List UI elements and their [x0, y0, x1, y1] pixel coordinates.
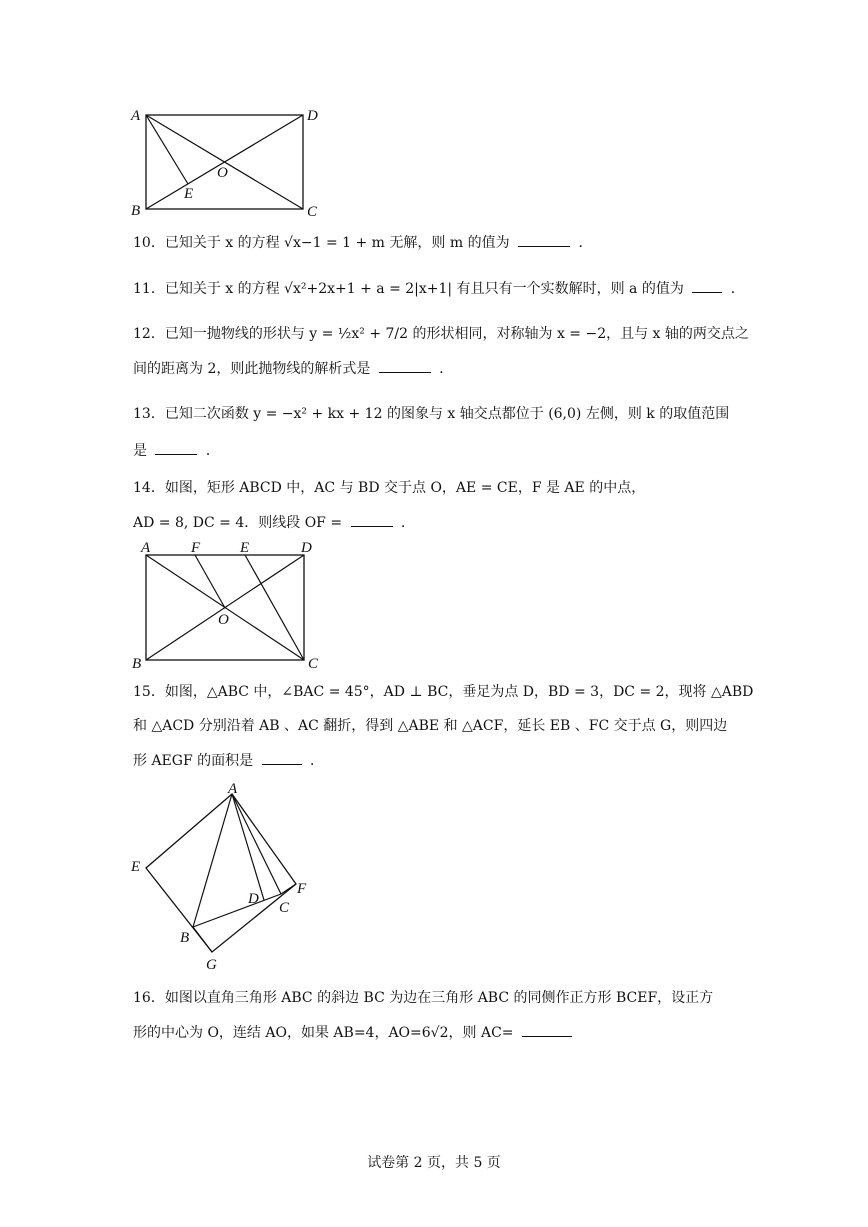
q15-line1: 15．如图，△ABC 中，∠BAC = 45°，AD ⊥ BC，垂足为点 D，BD = 3，DC = 2，现将 △ABD: [133, 684, 754, 700]
figure-rectangle-abcd-top: [128, 100, 328, 222]
q10-text: 10．已知关于 x 的方程 √x−1 = 1 + m 无解，则 m 的值为: [133, 235, 510, 251]
label-c: C: [307, 204, 318, 220]
q16-line1: 16．如图以直角三角形 ABC 的斜边 BC 为边在三角形 ABC 的同侧作正方形 BCEF，设正方: [133, 990, 714, 1006]
q13-line1: 13．已知二次函数 y = −x² + kx + 12 的图象与 x 轴交点都位于 (6,0) 左侧，则 k 的取值范围: [133, 406, 730, 422]
q15-line3: 形 AEGF 的面积是: [133, 753, 254, 769]
q12-line1: 12．已知一抛物线的形状与 y = ½x² + 7/2 的形状相同，对称轴为 x = −2，且与 x 轴的两交点之: [133, 326, 749, 342]
page-footer: 试卷第 2 页，共 5 页: [367, 1155, 501, 1171]
question-15: [133, 682, 754, 771]
q13-answer-blank[interactable]: [155, 440, 197, 455]
q11-answer-blank[interactable]: [692, 278, 722, 293]
q15-answer-blank[interactable]: [262, 750, 302, 765]
q12-line2: 间的距离为 2，则此抛物线的解析式是: [133, 361, 371, 377]
question-10: [133, 232, 745, 253]
q14-answer-blank[interactable]: [351, 512, 393, 527]
q10-answer-blank[interactable]: [518, 232, 570, 247]
q12-end: ．: [439, 361, 454, 377]
label-b: B: [132, 656, 142, 672]
question-11: [133, 278, 745, 299]
figure-triangle-q15: [128, 782, 328, 977]
q13-line2: 是: [133, 443, 147, 459]
label-e: E: [240, 540, 250, 556]
figure-rectangle-q14: [128, 538, 328, 672]
q14-end: ．: [400, 515, 415, 531]
label-a: A: [141, 540, 151, 556]
question-16: [133, 988, 745, 1043]
label-g: G: [206, 957, 217, 973]
q15-line2: 和 △ACD 分别沿着 AB 、AC 翻折，得到 △ABE 和 △ACF，延长 EB 、FC 交于点 G，则四边: [133, 718, 728, 734]
label-e: E: [184, 186, 194, 202]
q16-answer-blank[interactable]: [522, 1022, 572, 1037]
q13-end: ．: [205, 443, 220, 459]
label-d: D: [248, 891, 259, 907]
label-c: C: [308, 656, 319, 672]
figure-14-svg: [128, 538, 328, 672]
q11-text: 11．已知关于 x 的方程 √x²+2x+1 + a = 2|x+1| 有且只有一个实数解时，则 a 的值为: [133, 281, 684, 297]
label-d: D: [301, 540, 312, 556]
q14-line2: AD = 8, DC = 4．则线段 OF =: [133, 515, 343, 531]
figure-top-svg: [128, 100, 328, 222]
label-e: E: [131, 859, 141, 875]
question-12: [133, 324, 749, 379]
label-b: B: [131, 203, 141, 219]
q12-answer-blank[interactable]: [379, 358, 431, 373]
q16-line2: 形的中心为 O，连结 AO，如果 AB=4，AO=6√2，则 AC=: [133, 1025, 514, 1041]
label-c: C: [279, 900, 290, 916]
figure-15-svg: [128, 782, 328, 977]
label-a: A: [131, 108, 141, 124]
label-f: F: [297, 881, 307, 897]
label-a: A: [228, 782, 238, 797]
q11-end: ．: [730, 281, 745, 297]
label-o: O: [217, 165, 228, 181]
question-13: [133, 404, 745, 461]
label-b: B: [180, 930, 190, 946]
label-o: O: [218, 612, 229, 628]
q14-line1: 14．如图，矩形 ABCD 中，AC 与 BD 交于点 O，AE = CE，F 是 AE 的中点，: [133, 480, 646, 496]
label-f: F: [191, 540, 201, 556]
question-14: [133, 478, 745, 533]
label-d: D: [307, 108, 318, 124]
q10-end: ．: [578, 235, 593, 251]
q15-end: ．: [310, 753, 325, 769]
